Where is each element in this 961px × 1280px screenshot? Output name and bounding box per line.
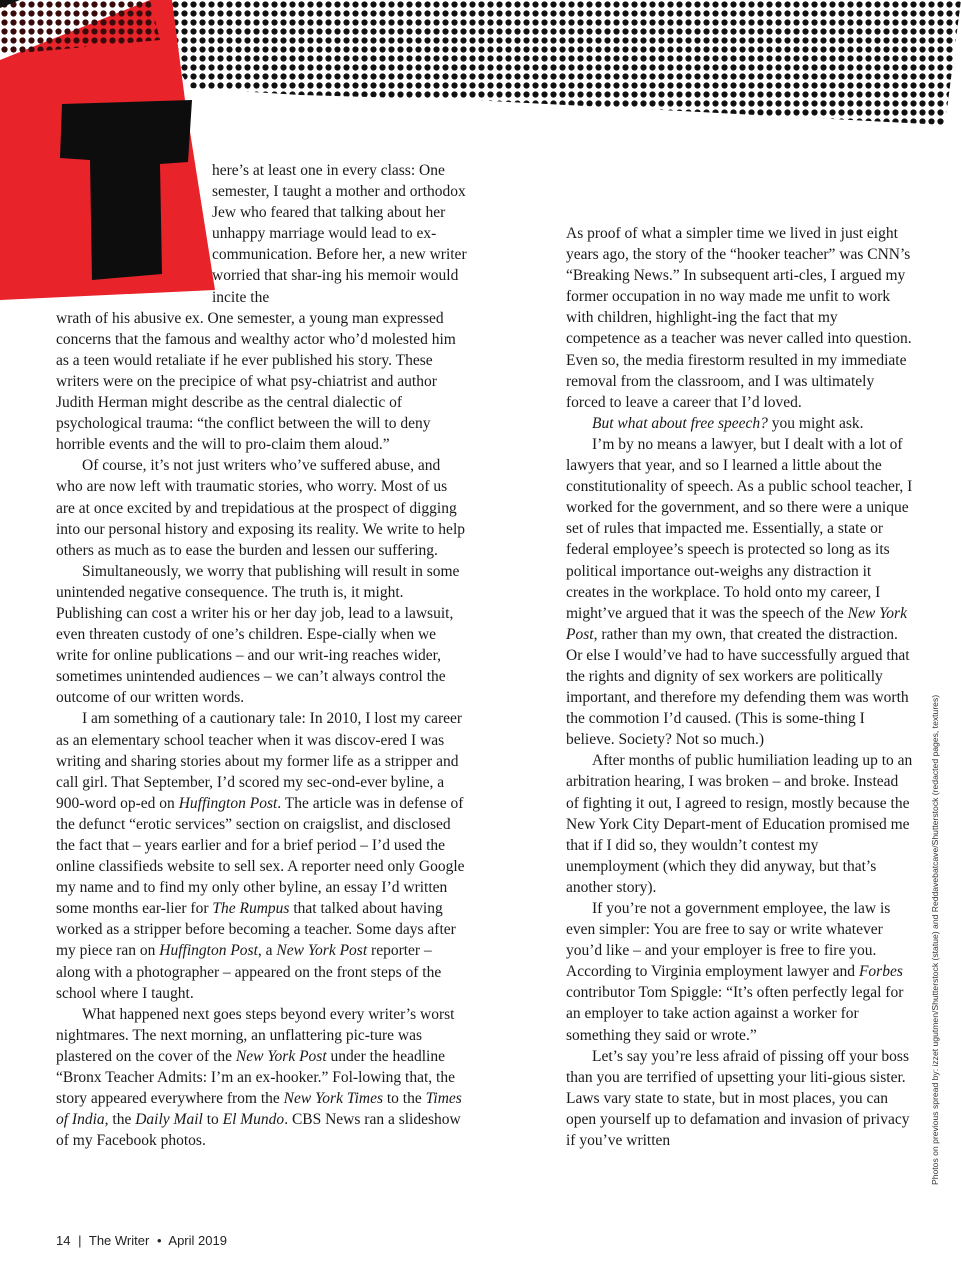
paragraph-9: After months of public humiliation leading up to an arbitration hearing, I was broken – and broke. Instead of fighting it out, I agreed to resign, mostly because the New York City Depart-ment of Education promised me that if I did so, they wouldn’t contest my unemployment (which they did anyway, but that’s another story).	[566, 752, 913, 896]
paragraph-5: What happened next goes steps beyond every writer’s worst nightmares. The next morning, an unflattering pic-ture was plastered on the cover of the New York Post under the headline “Bronx Teacher Admits: I’m an ex-hooker.” Fol-lowing that, the story appeared everywhere from the New York Times to the Times of India, the Daily Mail to El Mundo. CBS News ran a slideshow of my Facebook photos.	[56, 1005, 462, 1150]
footer-bullet: •	[156, 1233, 162, 1248]
paragraph-8: I’m by no means a lawyer, but I dealt with a lot of lawyers that year, and so I learned a little about the constitutionality of speech. As a public school teacher, I worked for the government, and so there were a unique set of rules that impacted me. Essentially, a state or federal employee’s speech is protected so long as its political importance out-weighs any distraction it creates in the workplace. To hold onto my career, I might’ve argued that it was the speech of the New York Post, rather than my own, that created the distraction. Or else I would’ve had to have successfully argued that the rights and dignity of sex workers are politically important, and therefore my defending them was worth the commotion I’d caused. (This is some-thing I believe. Society? Not so much.)	[566, 435, 913, 749]
footer-separator: |	[78, 1233, 82, 1248]
article-column-left	[56, 160, 468, 1151]
issue-date: April 2019	[168, 1233, 227, 1248]
photo-credit: Photos on previous spread by: izzet ugutmen/Shutterstock (statue) and Reddavebatcave/Shutterstock (redacted pages, textures)	[930, 694, 940, 1185]
paragraph-11: Let’s say you’re less afraid of pissing off your boss than you are terrified of upsetting your liti-gious sister. Laws vary state to state, but in most places, you can open yourself up to defamation and invasion of privacy if you’ve written	[566, 1047, 910, 1150]
paragraph-3: Simultaneously, we worry that publishing will result in some unintended negative consequence. The truth is, it might. Publishing can cost a writer his or her day job, lead to a lawsuit, even threaten custody of one’s children. Espe-cially when we write for online publications – and our writ-ing reaches wider, sometimes unintended audiences – we can’t always control the outcome of our written words.	[56, 562, 460, 707]
page-number: 14	[56, 1233, 71, 1248]
magazine-name: The Writer	[88, 1233, 150, 1248]
paragraph-1: here’s at least one in every class: One semester, I taught a mother and orthodox Jew who feared that talking about her unhappy marriage would lead to ex-communication. Before her, a new writer worried that shar-ing his memoir would incite the wrath of his abusive ex. One semester, a young man expressed concerns that the famous and wealthy actor who’d molested him as a teen would retaliate if he ever published his story. These writers were on the precipice of what psy-chiatrist and author Judith Herman might describe as the central dialectic of psychological trauma: “the conflict between the will to deny horrible events and the will to pro-claim them aloud.”	[56, 162, 467, 454]
paragraph-4: I am something of a cautionary tale: In 2010, I lost my career as an elementary school teacher when it was discov-ered I was writing and sharing stories about my former life as a stripper and call girl. That September, I’d scored my sec-ond-ever byline, a 900-word op-ed on Huffington Post. The article was in defense of the defunct “erotic services” section on craigslist, and disclosed the fact that – years earlier and for a brief period – I’d used the online classifieds website to sell sex. A reporter need only Google my name and to find my only other byline, an essay I’d written some months ear-lier for The Rumpus that talked about having worked as a stripper before becoming a teacher. Some days after my piece ran on Huffington Post, a New York Post reporter – along with a photographer – appeared on the front steps of the school where I taught.	[56, 710, 465, 1002]
paragraph-2: Of course, it’s not just writers who’ve suffered abuse, and who are now left with traumatic stories, who worry. Most of us are at once excited by and trepidatious at the prospect of digging into our personal history and exposing its reality. We write to help others as much as to ease the burden and lessen our suffering.	[56, 457, 465, 559]
article-column-right	[566, 223, 914, 1151]
svg-text:T: T	[122, 212, 130, 223]
page-footer	[56, 1233, 231, 1248]
paragraph-7: But what about free speech? you might ask.	[592, 414, 864, 432]
paragraph-10: If you’re not a government employee, the law is even simpler: You are free to say or write whatever you’d like – and your employer is free to fire you. According to Virginia employment lawyer and Forbes contributor Tom Spiggle: “It’s often perfectly legal for an employer to take action against a worker for something they said or wrote.”	[566, 900, 904, 1044]
paragraph-6: As proof of what a simpler time we lived in just eight years ago, the story of the “hooker teacher” was CNN’s “Breaking News.” In subsequent arti-cles, I argued my former occupation in no way made me unfit to work with children, highlight-ing the fact that my competence as a teacher was never called into question. Even so, the media firestorm resulted in my immediate removal from the classroom, and I was ultimately forced to leave a career that I’d loved.	[566, 225, 912, 411]
halftone-texture	[150, 0, 961, 125]
